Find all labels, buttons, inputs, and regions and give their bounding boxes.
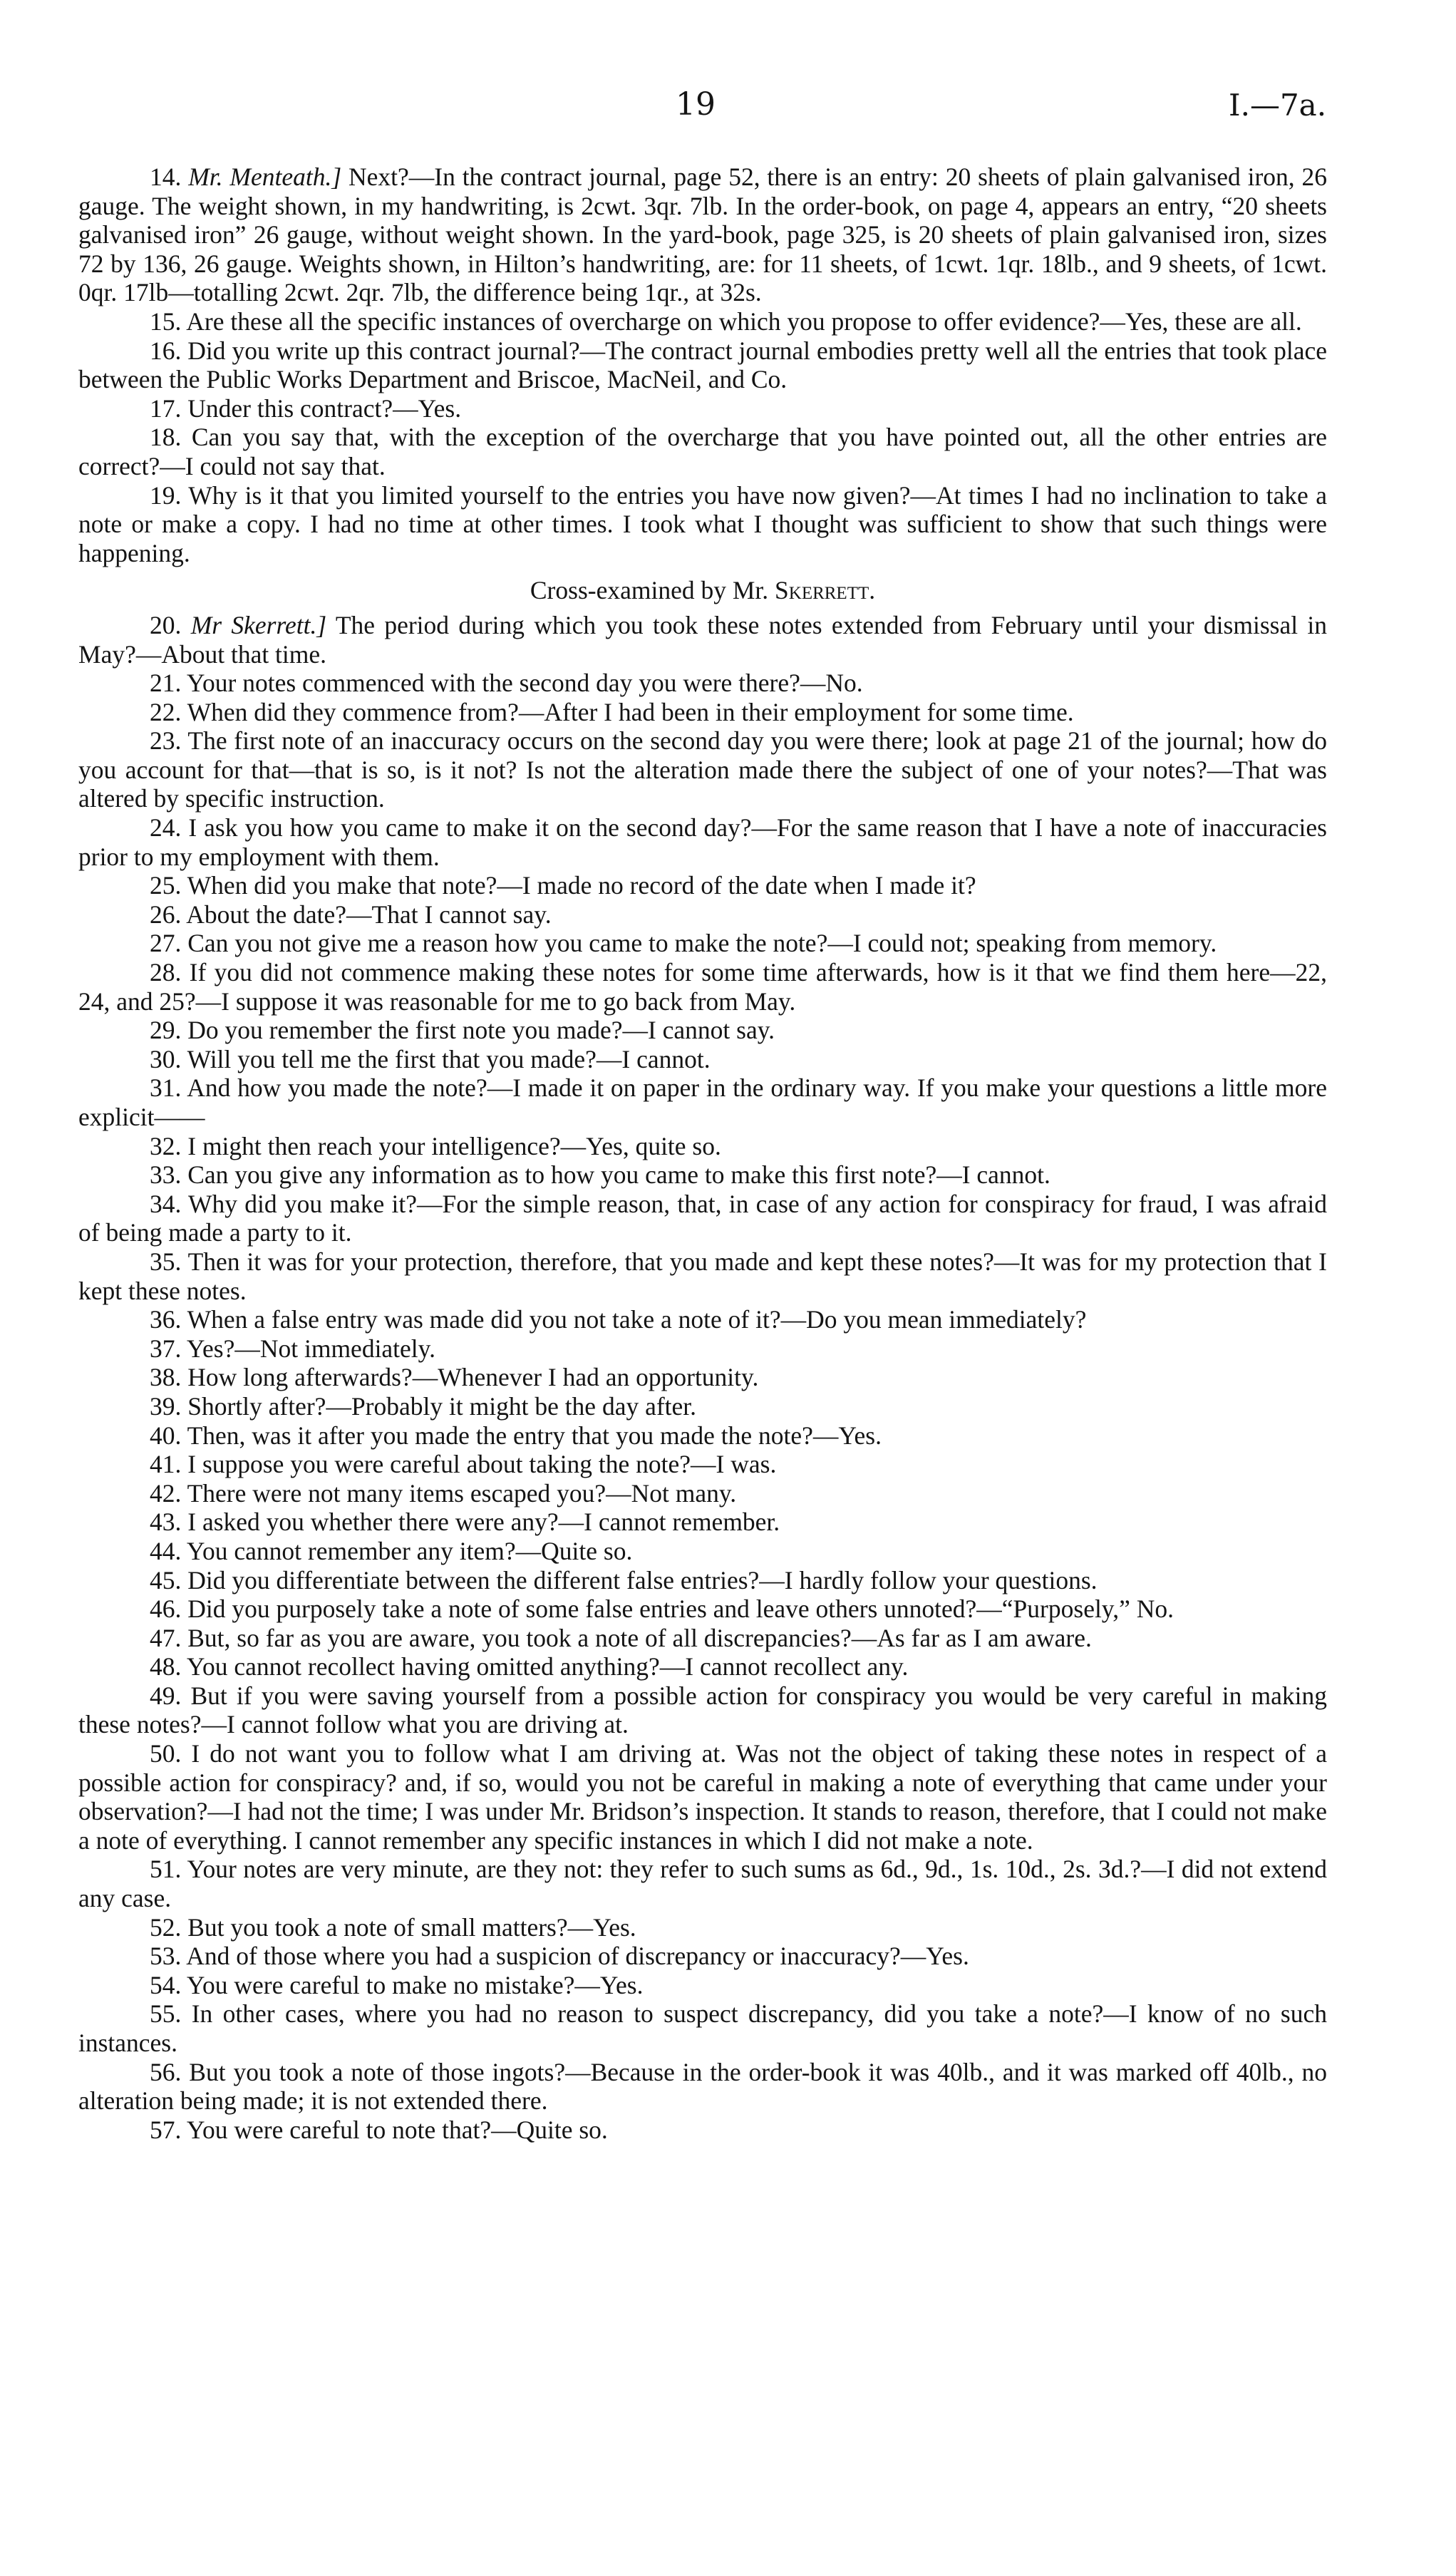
paragraph-text: 51. Your notes are very minute, are they not: they refer to such sums as 6d., 9d., 1s. 10d., 2s. 3d.?—I did not extend any case. <box>78 1855 1327 1913</box>
question-answer-paragraph <box>78 698 1327 727</box>
question-answer-paragraph <box>78 1132 1327 1161</box>
paragraph-text: 32. I might then reach your intelligence?—Yes, quite so. <box>150 1131 721 1160</box>
question-answer-paragraph <box>78 900 1327 929</box>
paragraph-text: 43. I asked you whether there were any?—I cannot remember. <box>150 1508 780 1537</box>
page-header <box>0 86 1456 132</box>
paragraph-text: 22. When did they commence from?—After I had been in their employment for some time. <box>150 697 1074 726</box>
question-answer-paragraph <box>78 1160 1327 1190</box>
paragraph-text: 37. Yes?—Not immediately. <box>150 1334 435 1363</box>
question-answer-paragraph <box>78 1508 1327 1537</box>
question-answer-paragraph <box>78 726 1327 813</box>
paragraph-text: 27. Can you not give me a reason how you came to make the note?—I could not; speaking from memory. <box>150 929 1217 958</box>
question-answer-paragraph <box>78 1999 1327 2057</box>
paragraph-text: 25. When did you make that note?—I made no record of the date when I made it? <box>150 871 976 900</box>
paragraph-text: 47. But, so far as you are aware, you took a note of all discrepancies?—As far as I am aware. <box>150 1623 1092 1652</box>
question-answer-paragraph <box>78 1566 1327 1595</box>
page-number: 19 <box>676 86 716 123</box>
question-answer-paragraph <box>78 929 1327 958</box>
paragraph-text: 50. I do not want you to follow what I am driving at. Was not the object of taking these notes in respect of a possible action for conspiracy? and, if so, would you not be careful in making a note of everything that came under your observation?—I had not the time; I was under Mr. Bridson’s inspection. It stands to reason, therefore, that I could not make a note of everything. I cannot remember any specific instances in which I did not make a note. <box>78 1739 1327 1855</box>
paragraph-text: 29. Do you remember the first note you made?—I cannot say. <box>150 1016 775 1045</box>
paragraph-text: 54. You were careful to make no mistake?—Yes. <box>150 1970 644 1999</box>
paragraphs-after-cross <box>78 611 1327 2144</box>
question-answer-paragraph <box>78 611 1327 669</box>
paragraph-text: 24. I ask you how you came to make it on the second day?—For the same reason that I have a note of inaccuracies prior to my employment with them. <box>78 813 1327 871</box>
paragraph-text: 39. Shortly after?—Probably it might be the day after. <box>150 1391 697 1421</box>
question-answer-paragraph <box>78 1479 1327 1508</box>
question-answer-paragraph <box>78 1942 1327 1971</box>
paragraph-text: 48. You cannot recollect having omitted anything?—I cannot recollect any. <box>150 1652 909 1681</box>
question-answer-paragraph <box>78 958 1327 1016</box>
paragraph-text: 44. You cannot remember any item?—Quite so. <box>150 1536 633 1565</box>
question-answer-paragraph <box>78 1537 1327 1566</box>
document-reference: I.—7a. <box>1229 88 1327 123</box>
cross-heading-name: Skerrett. <box>775 576 876 605</box>
question-answer-paragraph <box>78 1681 1327 1739</box>
paragraph-text: 56. But you took a note of those ingots?—Because in the order-book it was 40lb., and it was marked off 40lb., no alteration being made; it is not extended there. <box>78 2057 1327 2116</box>
question-answer-paragraph <box>78 1624 1327 1653</box>
question-answer-paragraph <box>78 1073 1327 1131</box>
question-answer-paragraph <box>78 1305 1327 1334</box>
paragraph-text: 36. When a false entry was made did you not take a note of it?—Do you mean immediately? <box>150 1305 1087 1334</box>
question-answer-paragraph <box>78 1450 1327 1479</box>
question-answer-paragraph <box>78 481 1327 568</box>
paragraph-text: 45. Did you differentiate between the different false entries?—I hardly follow your questions. <box>150 1565 1098 1594</box>
paragraph-text: 30. Will you tell me the first that you made?—I cannot. <box>150 1044 711 1073</box>
paragraph-text: 15. Are these all the specific instances of overcharge on which you propose to offer evidence?—Yes, these are all. <box>150 306 1302 336</box>
cross-examination-heading <box>78 576 1327 605</box>
paragraph-text: 57. You were careful to note that?—Quite so. <box>150 2115 608 2144</box>
question-answer-paragraph <box>78 2116 1327 2145</box>
paragraph-text: 38. How long afterwards?—Whenever I had an opportunity. <box>150 1363 759 1392</box>
question-answer-paragraph <box>78 871 1327 900</box>
cross-heading-prefix: Cross-examined by Mr. <box>530 576 775 605</box>
paragraph-text: 52. But you took a note of small matters?—Yes. <box>150 1912 636 1942</box>
question-answer-paragraph <box>78 423 1327 480</box>
paragraph-text: 46. Did you purposely take a note of some false entries and leave others unnoted?—“Purposely,” No. <box>150 1594 1174 1624</box>
question-answer-paragraph <box>78 813 1327 871</box>
speaker-attribution: 20. Mr Skerrett.] <box>150 610 327 639</box>
question-answer-paragraph <box>78 1594 1327 1624</box>
paragraph-text: Next?—In the contract journal, page 52, there is an entry: 20 sheets of plain galvanised iron, 26 gauge. The weight shown, in my handwriting, is 2cwt. 3qr. 7lb. In the order-book, on page 4, appears an entry, “20 sheets galvanised iron” 26 gauge, without weight shown. In the yard-book, page 325, is 20 sheets of plain galvanised iron, sizes 72 by 136, 26 gauge. Weights shown, in Hilton’s handwriting, are: for 11 sheets, of 1cwt. 1qr. 18lb., and 9 sheets, of 1cwt. 0qr. 17lb—totalling 2cwt. 2qr. 7lb, the difference being 1qr., at 32s. <box>78 163 1328 307</box>
paragraph-text: 53. And of those where you had a suspicion of discrepancy or inaccuracy?—Yes. <box>150 1942 969 1971</box>
question-answer-paragraph <box>78 1045 1327 1074</box>
question-answer-paragraph <box>78 1363 1327 1392</box>
paragraph-text: 40. Then, was it after you made the entry that you made the note?—Yes. <box>150 1421 882 1450</box>
question-answer-paragraph <box>78 1016 1327 1045</box>
question-answer-paragraph <box>78 1913 1327 1942</box>
paragraph-text: 21. Your notes commenced with the second day you were there?—No. <box>150 669 863 698</box>
paragraph-text: 19. Why is it that you limited yourself to the entries you have now given?—At times I had no inclination to take a note or make a copy. I had no time at other times. I took what I thought was sufficient to show that such things were happening. <box>78 480 1327 567</box>
paragraph-text: 17. Under this contract?—Yes. <box>150 393 462 423</box>
question-answer-paragraph <box>78 1652 1327 1681</box>
question-answer-paragraph <box>78 1855 1327 1912</box>
testimony-body <box>78 163 1327 2144</box>
question-answer-paragraph <box>78 1739 1327 1855</box>
question-answer-paragraph <box>78 2058 1327 2116</box>
paragraph-text: The period during which you took these notes extended from February until your dismissal in May?—About that time. <box>78 610 1328 669</box>
paragraph-text: 42. There were not many items escaped you?—Not many. <box>150 1478 737 1508</box>
paragraph-text: 16. Did you write up this contract journal?—The contract journal embodies pretty well all the entries that took place between the Public Works Department and Briscoe, MacNeil, and Co. <box>78 336 1327 394</box>
paragraph-text: 33. Can you give any information as to how you came to make this first note?—I cannot. <box>150 1160 1050 1190</box>
paragraph-text: 26. About the date?—That I cannot say. <box>150 900 552 929</box>
paragraph-text: 41. I suppose you were careful about taking the note?—I was. <box>150 1450 777 1479</box>
question-answer-paragraph <box>78 1421 1327 1451</box>
speaker-attribution: 14. Mr. Menteath.] <box>150 163 342 191</box>
question-answer-paragraph <box>78 1334 1327 1364</box>
question-answer-paragraph <box>78 1971 1327 2000</box>
question-answer-paragraph <box>78 394 1327 423</box>
paragraphs-before-cross <box>78 163 1327 567</box>
paragraph-text: 49. But if you were saving yourself from a possible action for conspiracy you would be very careful in making these notes?—I cannot follow what you are driving at. <box>78 1681 1327 1739</box>
paragraph-text: 34. Why did you make it?—For the simple reason, that, in case of any action for conspiracy for fraud, I was afraid of being made a party to it. <box>78 1189 1327 1247</box>
paragraph-text: 55. In other cases, where you had no reason to suspect discrepancy, did you take a note?—I know of no such instances. <box>78 1999 1327 2057</box>
question-answer-paragraph <box>78 1392 1327 1421</box>
paragraph-text: 35. Then it was for your protection, therefore, that you made and kept these notes?—It was for my protection that I kept these notes. <box>78 1247 1327 1305</box>
paragraph-text: 31. And how you made the note?—I made it on paper in the ordinary way. If you make your questions a little more explicit—— <box>78 1073 1327 1131</box>
question-answer-paragraph <box>78 163 1327 307</box>
paragraph-text: 18. Can you say that, with the exception of the overcharge that you have pointed out, all the other entries are correct?—I could not say that. <box>78 423 1327 480</box>
question-answer-paragraph <box>78 1247 1327 1305</box>
question-answer-paragraph <box>78 1190 1327 1247</box>
question-answer-paragraph <box>78 336 1327 394</box>
question-answer-paragraph <box>78 307 1327 336</box>
paragraph-text: 28. If you did not commence making these notes for some time afterwards, how is it that we find them here—22, 24, and 25?—I suppose it was reasonable for me to go back from May. <box>78 958 1327 1016</box>
question-answer-paragraph <box>78 669 1327 698</box>
paragraph-text: 23. The first note of an inaccuracy occurs on the second day you were there; look at page 21 of the journal; how do you account for that—that is so, is it not? Is not the alteration made there the subject of one of your notes?—That was altered by specific instruction. <box>78 726 1327 813</box>
